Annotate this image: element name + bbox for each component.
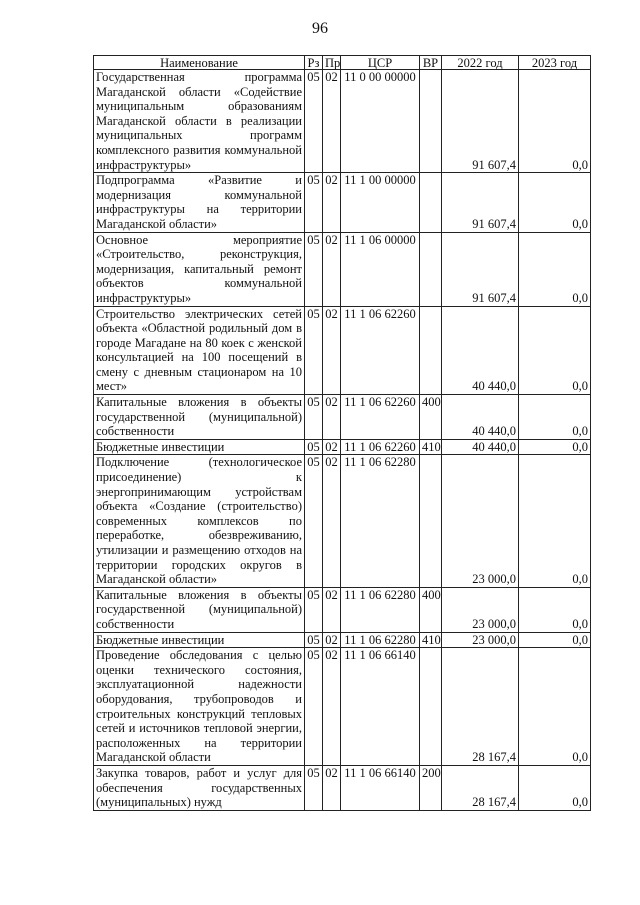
row-name: Бюджетные инвестиции bbox=[94, 632, 305, 648]
table-row bbox=[94, 70, 591, 173]
budget-table bbox=[93, 55, 591, 811]
row-vr bbox=[420, 173, 442, 232]
row-pr: 02 bbox=[323, 173, 341, 232]
header-2023: 2023 год bbox=[519, 56, 591, 70]
row-pr: 02 bbox=[323, 306, 341, 395]
row-2022: 91 607,4 bbox=[442, 232, 519, 306]
table-row bbox=[94, 306, 591, 395]
row-2022: 40 440,0 bbox=[442, 395, 519, 440]
header-2022: 2022 год bbox=[442, 56, 519, 70]
row-2023: 0,0 bbox=[519, 765, 591, 810]
row-rz: 05 bbox=[305, 648, 323, 766]
header-rz: Рз bbox=[305, 56, 323, 70]
row-pr: 02 bbox=[323, 587, 341, 632]
row-2022: 23 000,0 bbox=[442, 632, 519, 648]
table-row bbox=[94, 232, 591, 306]
row-pr: 02 bbox=[323, 439, 341, 455]
row-rz: 05 bbox=[305, 455, 323, 587]
row-name: Основное мероприятие «Строительство, реконструкция, модернизация, капитальный ремонт объектов коммунальной инфраструктуры» bbox=[94, 232, 305, 306]
table-row bbox=[94, 648, 591, 766]
row-pr: 02 bbox=[323, 232, 341, 306]
row-2022: 23 000,0 bbox=[442, 455, 519, 587]
table-row bbox=[94, 455, 591, 587]
row-pr: 02 bbox=[323, 395, 341, 440]
row-pr: 02 bbox=[323, 455, 341, 587]
row-2023: 0,0 bbox=[519, 587, 591, 632]
row-2022: 91 607,4 bbox=[442, 70, 519, 173]
row-csr: 11 1 06 62260 bbox=[341, 306, 420, 395]
row-name: Закупка товаров, работ и услуг для обеспечения государственных (муниципальных) нужд bbox=[94, 765, 305, 810]
row-vr: 400 bbox=[420, 395, 442, 440]
row-vr: 410 bbox=[420, 632, 442, 648]
row-vr bbox=[420, 648, 442, 766]
row-name: Бюджетные инвестиции bbox=[94, 439, 305, 455]
row-2023: 0,0 bbox=[519, 306, 591, 395]
row-2023: 0,0 bbox=[519, 232, 591, 306]
row-vr: 400 bbox=[420, 587, 442, 632]
row-name: Государственная программа Магаданской области «Содействие муниципальным образованиям Магаданской области в реализации муниципальных программ комплексного развития коммунальной инфраструктуры» bbox=[94, 70, 305, 173]
row-2022: 40 440,0 bbox=[442, 306, 519, 395]
row-2022: 91 607,4 bbox=[442, 173, 519, 232]
table-row bbox=[94, 439, 591, 455]
row-2022: 40 440,0 bbox=[442, 439, 519, 455]
header-pr: Пр bbox=[323, 56, 341, 70]
row-pr: 02 bbox=[323, 765, 341, 810]
row-2023: 0,0 bbox=[519, 632, 591, 648]
row-pr: 02 bbox=[323, 70, 341, 173]
row-2022: 28 167,4 bbox=[442, 765, 519, 810]
row-2023: 0,0 bbox=[519, 70, 591, 173]
row-csr: 11 1 06 62280 bbox=[341, 587, 420, 632]
row-csr: 11 1 06 62280 bbox=[341, 632, 420, 648]
table-row bbox=[94, 765, 591, 810]
header-csr: ЦСР bbox=[341, 56, 420, 70]
row-2023: 0,0 bbox=[519, 173, 591, 232]
row-csr: 11 0 00 00000 bbox=[341, 70, 420, 173]
row-csr: 11 1 00 00000 bbox=[341, 173, 420, 232]
row-vr bbox=[420, 455, 442, 587]
page-number: 96 bbox=[312, 20, 328, 37]
row-name: Подключение (технологическое присоединение) к энергопринимающим устройствам объекта «Создание (строительство) современных комплексов по переработке, обезвреживанию, утилизации и размещению отходов на территории городских округов в Магаданской области» bbox=[94, 455, 305, 587]
row-vr bbox=[420, 232, 442, 306]
row-name: Проведение обследования с целью оценки технического состояния, эксплуатационной надежности оборудования, трубопроводов и строительных конструкций тепловых сетей и источников тепловой энергии, расположенных на территории Магаданской области bbox=[94, 648, 305, 766]
row-rz: 05 bbox=[305, 587, 323, 632]
table-row bbox=[94, 395, 591, 440]
row-name: Строительство электрических сетей объекта «Областной родильный дом в городе Магадане на 80 коек с женской консультацией на 100 посещений в смену с дневным стационаром на 10 мест» bbox=[94, 306, 305, 395]
header-vr: ВР bbox=[420, 56, 442, 70]
row-rz: 05 bbox=[305, 439, 323, 455]
row-csr: 11 1 06 66140 bbox=[341, 648, 420, 766]
row-rz: 05 bbox=[305, 70, 323, 173]
row-csr: 11 1 06 62260 bbox=[341, 395, 420, 440]
row-rz: 05 bbox=[305, 306, 323, 395]
row-vr: 410 bbox=[420, 439, 442, 455]
row-2023: 0,0 bbox=[519, 439, 591, 455]
row-2023: 0,0 bbox=[519, 455, 591, 587]
row-pr: 02 bbox=[323, 632, 341, 648]
row-rz: 05 bbox=[305, 173, 323, 232]
row-rz: 05 bbox=[305, 232, 323, 306]
table-row bbox=[94, 632, 591, 648]
row-rz: 05 bbox=[305, 632, 323, 648]
row-csr: 11 1 06 66140 bbox=[341, 765, 420, 810]
row-csr: 11 1 06 62260 bbox=[341, 439, 420, 455]
row-2022: 28 167,4 bbox=[442, 648, 519, 766]
row-2022: 23 000,0 bbox=[442, 587, 519, 632]
row-name: Капитальные вложения в объекты государственной (муниципальной) собственности bbox=[94, 395, 305, 440]
row-2023: 0,0 bbox=[519, 395, 591, 440]
table-row bbox=[94, 173, 591, 232]
row-vr bbox=[420, 306, 442, 395]
row-name: Капитальные вложения в объекты государственной (муниципальной) собственности bbox=[94, 587, 305, 632]
row-vr bbox=[420, 70, 442, 173]
row-2023: 0,0 bbox=[519, 648, 591, 766]
table-header-row bbox=[94, 56, 591, 70]
row-vr: 200 bbox=[420, 765, 442, 810]
row-name: Подпрограмма «Развитие и модернизация коммунальной инфраструктуры на территории Магаданской области» bbox=[94, 173, 305, 232]
header-name: Наименование bbox=[94, 56, 305, 70]
row-pr: 02 bbox=[323, 648, 341, 766]
row-rz: 05 bbox=[305, 395, 323, 440]
row-csr: 11 1 06 00000 bbox=[341, 232, 420, 306]
row-rz: 05 bbox=[305, 765, 323, 810]
table-row bbox=[94, 587, 591, 632]
row-csr: 11 1 06 62280 bbox=[341, 455, 420, 587]
